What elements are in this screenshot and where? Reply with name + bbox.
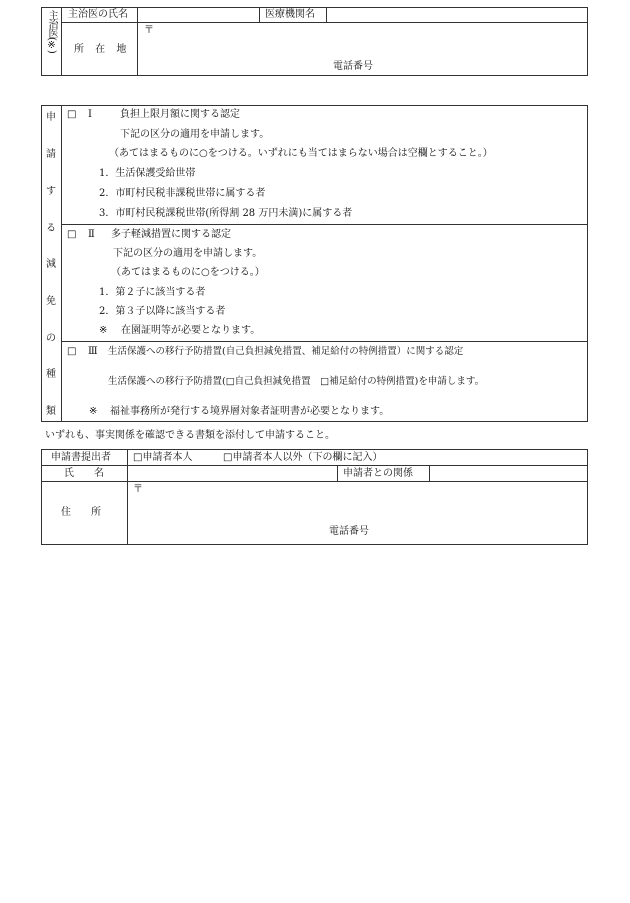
- relation-left-divider: [337, 465, 338, 481]
- section2-note: 在園証明等が必要となります。: [121, 325, 261, 336]
- section3-checkbox[interactable]: □: [67, 346, 77, 357]
- section3-numeral: Ⅲ: [88, 346, 98, 357]
- doctor-side-divider: [61, 7, 62, 76]
- institution-field[interactable]: [327, 8, 587, 22]
- side-char: 申: [46, 112, 56, 123]
- side-char: 種: [46, 369, 56, 380]
- section1-bottom: [61, 224, 588, 225]
- footer-note: いずれも、事実関係を確認できる書類を添付して申請すること。: [45, 430, 335, 441]
- section3-title: 生活保護への移行予防措置(自己負担減免措置、補足給付の特例措置）に関する認定: [108, 346, 464, 357]
- section2-bottom: [61, 341, 588, 342]
- section2-line1: 下記の区分の適用を申請します。: [113, 248, 263, 259]
- side-char: 免: [46, 296, 56, 307]
- section2-note-mark: ※: [99, 325, 108, 336]
- relation-field[interactable]: [430, 466, 587, 481]
- doctor-phone-label: 電話番号: [333, 61, 373, 72]
- side-char: る: [46, 223, 56, 234]
- reduction-side-divider: [61, 105, 62, 422]
- relation-label: 申請者との関係: [343, 468, 413, 479]
- section2-numeral: Ⅱ: [88, 229, 95, 240]
- section1-line2: （あてはまるものに○をつける。いずれにも当てはまらない場合は空欄とすること。）: [109, 148, 493, 159]
- side-char: す: [46, 186, 56, 197]
- section3-line1: 生活保護への移行予防措置(□自己負担減免措置 □補足給付の特例措置)を申請します。: [108, 376, 485, 387]
- institution-label: 医療機関名: [265, 9, 315, 20]
- section1-numeral: Ⅰ: [88, 109, 92, 120]
- submitter-phone-label: 電話番号: [329, 526, 369, 537]
- section1-checkbox[interactable]: □: [67, 109, 77, 120]
- doctor-side-label: 主治医(※): [46, 10, 57, 53]
- doctor-address-label: 所 在 地: [74, 44, 127, 55]
- section2-title: 多子軽減措置に関する認定: [111, 229, 231, 240]
- submitter-name-field[interactable]: [128, 466, 337, 481]
- section2-item-1: 1．第２子に該当する者: [99, 287, 206, 298]
- section3-note: 福祉事務所が発行する境界層対象者証明書が必要となります。: [110, 406, 390, 417]
- section1-item-3: 3．市町村民税課税世帯(所得割 28 万円未満)に属する者: [99, 208, 353, 219]
- submitter-address-label: 住 所: [61, 507, 101, 518]
- doctor-inst-divider: [259, 7, 260, 22]
- submitter-label: 申請書提出者: [51, 452, 111, 463]
- submitter-postal-mark: 〒: [133, 484, 143, 495]
- side-char: 減: [46, 259, 56, 270]
- side-char: の: [46, 333, 56, 344]
- doctor-name-field[interactable]: [138, 8, 259, 22]
- section1-item-1: 1．生活保護受給世帯: [99, 168, 196, 179]
- side-char: 請: [46, 149, 56, 160]
- section2-item-2: 2．第３子以降に該当する者: [99, 306, 226, 317]
- doctor-postal-mark: 〒: [144, 25, 154, 36]
- section3-note-mark: ※: [89, 406, 98, 417]
- side-char: 類: [46, 406, 56, 417]
- section1-title: 負担上限月額に関する認定: [120, 109, 240, 120]
- section1-line1: 下記の区分の適用を申請します。: [120, 129, 270, 140]
- section2-line2: （あてはまるものに○をつける。）: [111, 267, 265, 278]
- submitter-option-self[interactable]: □申請者本人: [133, 452, 193, 463]
- submitter-name-label: 氏 名: [64, 468, 104, 479]
- submitter-option-other[interactable]: □申請者本人以外（下の欄に記入）: [223, 452, 383, 463]
- doctor-name-label: 主治医の氏名: [68, 9, 128, 20]
- section1-item-2: 2．市町村民税非課税世帯に属する者: [99, 188, 266, 199]
- section2-checkbox[interactable]: □: [67, 229, 77, 240]
